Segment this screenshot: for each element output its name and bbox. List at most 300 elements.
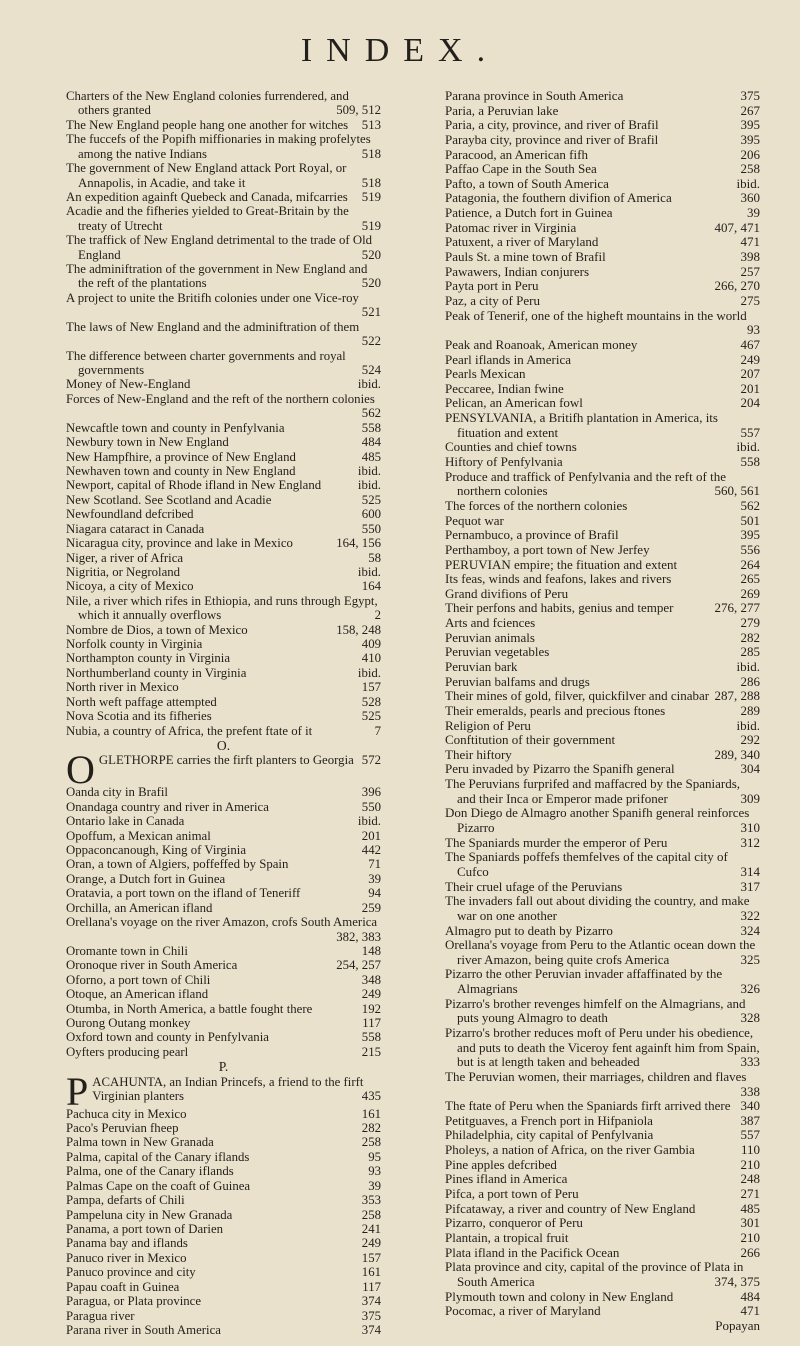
entry-text: Counties and chief towns bbox=[445, 439, 577, 455]
entry-page: 192 bbox=[361, 1001, 381, 1016]
index-entry bbox=[66, 1135, 381, 1149]
index-entry bbox=[66, 680, 381, 694]
entry-text: Palma, capital of the Canary iflands bbox=[66, 1149, 250, 1164]
entry-text: Plata province and city, capital of the province of Plata in South America bbox=[445, 1259, 744, 1289]
index-entry bbox=[66, 1222, 381, 1236]
index-entry bbox=[445, 1246, 760, 1261]
entry-text: Palma town in New Granada bbox=[66, 1135, 214, 1150]
entry-text: Paragua, or Plata province bbox=[66, 1294, 202, 1309]
entry-text: Pelican, an American fowl bbox=[445, 395, 583, 411]
index-entry bbox=[66, 233, 381, 262]
index-entry bbox=[66, 814, 381, 828]
index-entry bbox=[445, 455, 760, 470]
index-entry bbox=[66, 132, 381, 161]
entry-text: The forces of the northern colonies bbox=[445, 497, 628, 513]
entry-page: ibid. bbox=[357, 478, 381, 493]
entry-page: 340 bbox=[740, 1098, 760, 1114]
entry-page: 317 bbox=[740, 878, 760, 894]
left-entries-n bbox=[66, 89, 381, 738]
index-entry bbox=[445, 162, 760, 177]
entry-text: The fuccefs of the Popifh miffionaries in making profelytes among the native Indians bbox=[66, 132, 371, 161]
p-entries bbox=[66, 1107, 381, 1338]
entry-text: The Peruvians furprifed and maffacred by the Spaniards, and their Inca or Emperor made prifoner bbox=[445, 776, 741, 806]
entry-page: 282 bbox=[361, 1121, 381, 1136]
entry-text: Perthamboy, a port town of New Jerfey bbox=[445, 541, 650, 557]
entry-text: Paria, a city, province, and river of Brafil bbox=[445, 117, 659, 133]
entry-text: GLETHORPE carries the firft planters to Georgia bbox=[98, 753, 354, 768]
entry-page: 276, 277 bbox=[714, 600, 760, 616]
entry-text: Opoffum, a Mexican animal bbox=[66, 828, 211, 843]
index-entry bbox=[66, 857, 381, 871]
entry-text: Palma, one of the Canary iflands bbox=[66, 1164, 234, 1179]
entry-page: 264 bbox=[740, 556, 760, 572]
entry-text: Nicoya, a city of Mexico bbox=[66, 579, 194, 594]
index-entry bbox=[66, 1164, 381, 1178]
entry-text: Pachuca city in Mexico bbox=[66, 1106, 187, 1121]
index-entry bbox=[445, 177, 760, 192]
entry-text: An expedition againft Quebeck and Canada, mifcarries bbox=[66, 189, 348, 204]
entry-page: 395 bbox=[740, 131, 760, 147]
entry-text: Oran, a town of Algiers, poffeffed by Spain bbox=[66, 857, 289, 872]
entry-page: 210 bbox=[740, 1156, 760, 1172]
entry-text: The government of New England attack Port Royal, or Annapolis, in Acadie, and take it bbox=[66, 161, 347, 190]
entry-text: Panama bay and iflands bbox=[66, 1236, 188, 1251]
entry-page: 2 bbox=[374, 608, 381, 623]
index-entry bbox=[66, 118, 381, 132]
entry-page: 442 bbox=[361, 842, 381, 857]
entry-page: 558 bbox=[740, 454, 760, 470]
index-entry bbox=[66, 724, 381, 738]
entry-text: Newport, capital of Rhode ifland in New England bbox=[66, 478, 322, 493]
entry-text: Oronoque river in South America bbox=[66, 958, 238, 973]
entry-page: 117 bbox=[362, 1016, 381, 1031]
entry-page: ibid. bbox=[736, 439, 760, 455]
entry-text: Pifcataway, a river and country of New England bbox=[445, 1200, 696, 1216]
entry-page: ibid. bbox=[736, 658, 760, 674]
entry-text: Pines ifland in America bbox=[445, 1171, 568, 1187]
entry-text: Peruvian vegetables bbox=[445, 644, 550, 660]
entry-page: 258 bbox=[361, 1135, 381, 1150]
entry-page: 600 bbox=[361, 507, 381, 522]
entry-text: Paz, a city of Peru bbox=[445, 292, 540, 308]
entry-text: Norfolk county in Virginia bbox=[66, 637, 203, 652]
entry-page: 524 bbox=[361, 363, 381, 378]
entry-text: Produce and traffick of Penfylvania and the reft of the northern colonies bbox=[445, 468, 726, 499]
entry-page: ibid. bbox=[357, 377, 381, 392]
entry-page: 525 bbox=[361, 709, 381, 724]
entry-page: 95 bbox=[368, 1149, 381, 1164]
entry-text: Newhaven town and county in New England bbox=[66, 463, 296, 478]
entry-page: 348 bbox=[361, 972, 381, 987]
entry-page: 471 bbox=[740, 234, 760, 250]
entry-page: 314 bbox=[740, 863, 760, 879]
index-entry bbox=[445, 499, 760, 514]
index-entry bbox=[445, 235, 760, 250]
index-entry bbox=[445, 894, 760, 923]
entry-text: Pizarro's brother reduces moft of Peru under his obedience, and puts to death the Viceroy fent againft him from Spain, but is at length taken and beheaded bbox=[445, 1025, 760, 1070]
entry-page: 161 bbox=[361, 1265, 381, 1280]
index-entry bbox=[66, 478, 381, 492]
entry-text: Pequot war bbox=[445, 512, 504, 528]
entry-page: 201 bbox=[740, 380, 760, 396]
entry-page: 201 bbox=[361, 828, 381, 843]
index-entry bbox=[66, 695, 381, 709]
entry-text: Pearl iflands in America bbox=[445, 351, 571, 367]
entry-text: The difference between charter governments and royal governments bbox=[66, 348, 346, 378]
entry-text: Parana river in South America bbox=[66, 1322, 221, 1337]
entry-text: Paffao Cape in the South Sea bbox=[445, 161, 597, 177]
entry-text: ACAHUNTA, an Indian Princefs, a friend to the firft Virginian planters bbox=[92, 1074, 364, 1104]
index-entry bbox=[66, 1251, 381, 1265]
entry-text: Pearls Mexican bbox=[445, 366, 526, 382]
entry-page: 558 bbox=[361, 1030, 381, 1045]
entry-text: Peruvian bark bbox=[445, 658, 518, 674]
entry-text: Almagro put to death by Pizarro bbox=[445, 922, 613, 938]
entry-text: Niagara cataract in Canada bbox=[66, 521, 205, 536]
entry-page: 93 bbox=[368, 1164, 381, 1179]
entry-text: Nombre de Dios, a town of Mexico bbox=[66, 622, 248, 637]
entry-text: The ftate of Peru when the Spaniards firft arrived there bbox=[445, 1098, 731, 1114]
entry-text: Ontario lake in Canada bbox=[66, 814, 185, 829]
entry-text: Northumberland county in Virginia bbox=[66, 665, 247, 680]
index-entry bbox=[66, 1002, 381, 1016]
entry-page: 550 bbox=[361, 521, 381, 536]
entry-text: Paria, a Peruvian lake bbox=[445, 102, 559, 118]
index-entry bbox=[445, 938, 760, 967]
entry-text: Forces of New-England and the reft of the northern colonies bbox=[66, 391, 375, 406]
entry-page: 266 bbox=[740, 1244, 760, 1260]
index-entry bbox=[445, 89, 760, 104]
entry-page: 325 bbox=[740, 951, 760, 967]
entry-page: 267 bbox=[740, 102, 760, 118]
entry-text: Panuco province and city bbox=[66, 1265, 196, 1280]
entry-text: Orange, a Dutch fort in Guinea bbox=[66, 871, 226, 886]
entry-page: 292 bbox=[740, 732, 760, 748]
entry-page: 275 bbox=[740, 292, 760, 308]
entry-page: 382, 383 bbox=[336, 929, 381, 944]
entry-page: 279 bbox=[740, 615, 760, 631]
index-entry bbox=[445, 206, 760, 221]
index-entry bbox=[445, 1114, 760, 1129]
index-entry bbox=[66, 320, 381, 349]
index-entry bbox=[445, 104, 760, 119]
entry-text: Pampa, defarts of Chili bbox=[66, 1193, 185, 1208]
index-entry bbox=[445, 250, 760, 265]
entry-page: 39 bbox=[368, 1178, 381, 1193]
entry-page: 259 bbox=[361, 900, 381, 915]
drop-cap-o: O bbox=[66, 747, 95, 793]
entry-page: 254, 257 bbox=[336, 958, 381, 973]
index-entry bbox=[66, 1280, 381, 1294]
index-entry bbox=[445, 1231, 760, 1246]
entry-text: Niger, a river of Africa bbox=[66, 550, 184, 565]
entry-page: 249 bbox=[361, 987, 381, 1002]
entry-page: 485 bbox=[361, 449, 381, 464]
index-entry bbox=[66, 450, 381, 464]
index-entry bbox=[445, 440, 760, 455]
entry-page: 326 bbox=[740, 981, 760, 997]
index-entry bbox=[445, 1158, 760, 1173]
index-entry bbox=[445, 294, 760, 309]
index-entry bbox=[445, 514, 760, 529]
drop-cap-p: P bbox=[66, 1068, 89, 1114]
entry-text: Patience, a Dutch fort in Guinea bbox=[445, 205, 613, 221]
entry-page: ibid. bbox=[736, 175, 760, 191]
entry-text: Charters of the New England colonies furrendered, and others granted bbox=[66, 89, 349, 118]
index-entry bbox=[445, 645, 760, 660]
entry-page: 215 bbox=[361, 1044, 381, 1059]
index-entry bbox=[66, 522, 381, 536]
index-entry bbox=[445, 616, 760, 631]
index-entry bbox=[445, 587, 760, 602]
entry-page: 271 bbox=[740, 1186, 760, 1202]
index-entry bbox=[445, 558, 760, 573]
index-entry bbox=[66, 1265, 381, 1279]
entry-page: 207 bbox=[740, 366, 760, 382]
index-entry bbox=[445, 1304, 760, 1319]
index-entry bbox=[66, 493, 381, 507]
entry-page: 353 bbox=[361, 1193, 381, 1208]
entry-text: Their hiftory bbox=[445, 746, 512, 762]
index-entry bbox=[445, 265, 760, 280]
entry-text: The Spaniards poffefs themfelves of the capital city of Cufco bbox=[445, 849, 728, 879]
entry-text: Orellana's voyage on the river Amazon, crofs South America bbox=[66, 915, 378, 930]
entry-page: 258 bbox=[740, 161, 760, 177]
index-entry bbox=[445, 850, 760, 879]
entry-page: 557 bbox=[740, 424, 760, 440]
entry-text: PENSYLVANIA, a Britifh plantation in America, its fituation and extent bbox=[445, 410, 718, 440]
index-entry bbox=[66, 1030, 381, 1044]
index-entry bbox=[66, 421, 381, 435]
index-entry bbox=[445, 396, 760, 411]
index-entry bbox=[445, 806, 760, 835]
entry-text: Panuco river in Mexico bbox=[66, 1250, 187, 1265]
right-column bbox=[445, 89, 760, 1333]
entry-text: Otumba, in North America, a battle fought there bbox=[66, 1001, 313, 1016]
entry-text: Pauls St. a mine town of Brafil bbox=[445, 249, 606, 265]
entry-page: 435 bbox=[361, 1089, 381, 1104]
index-entry bbox=[66, 1294, 381, 1308]
entry-page: 374 bbox=[361, 1294, 381, 1309]
index-entry bbox=[66, 377, 381, 391]
entry-page: 289, 340 bbox=[714, 746, 760, 762]
entry-page: 266, 270 bbox=[714, 278, 760, 294]
entry-text: Petitguaves, a French port in Hifpaniola bbox=[445, 1112, 653, 1128]
index-entry bbox=[445, 1128, 760, 1143]
entry-text: Oforno, a port town of Chili bbox=[66, 972, 211, 987]
entry-text: Their emeralds, pearls and precious ftones bbox=[445, 702, 666, 718]
entry-text: Pizarro the other Peruvian invader affaffinated by the Almagrians bbox=[445, 966, 723, 997]
section-heading-p: P. bbox=[218, 1059, 229, 1075]
section-heading-o: O. bbox=[216, 737, 231, 753]
index-entry bbox=[445, 675, 760, 690]
entry-text: The Peruvian women, their marriages, children and flaves bbox=[445, 1068, 747, 1084]
index-entry bbox=[66, 1016, 381, 1030]
entry-page: 206 bbox=[740, 146, 760, 162]
index-entry bbox=[66, 829, 381, 843]
index-entry bbox=[66, 89, 381, 118]
entry-page: 269 bbox=[740, 585, 760, 601]
entry-page: 360 bbox=[740, 190, 760, 206]
index-entry bbox=[66, 987, 381, 1001]
entry-page: 375 bbox=[361, 1308, 381, 1323]
entry-text: Otoque, an American ifland bbox=[66, 987, 209, 1002]
index-entry bbox=[66, 1121, 381, 1135]
entry-text: Pampeluna city in New Granada bbox=[66, 1207, 233, 1222]
entry-page: 520 bbox=[361, 276, 381, 291]
index-entry bbox=[445, 836, 760, 851]
index-entry bbox=[66, 973, 381, 987]
index-entry bbox=[445, 777, 760, 806]
entry-page: 519 bbox=[361, 189, 381, 204]
entry-page: 158, 248 bbox=[336, 622, 381, 637]
entry-page: 286 bbox=[740, 673, 760, 689]
index-entry bbox=[66, 1193, 381, 1207]
entry-text: Grand divifions of Peru bbox=[445, 585, 569, 601]
right-entries bbox=[445, 89, 760, 1319]
index-entry bbox=[445, 719, 760, 734]
entry-text: Newfoundland defcribed bbox=[66, 507, 194, 522]
index-entry bbox=[66, 579, 381, 593]
entry-page: ibid. bbox=[357, 665, 381, 680]
entry-page: 289 bbox=[740, 702, 760, 718]
entry-page: 258 bbox=[361, 1207, 381, 1222]
index-entry bbox=[66, 1323, 381, 1337]
index-entry bbox=[66, 1179, 381, 1193]
index-entry bbox=[66, 651, 381, 665]
entry-text: Philadelphia, city capital of Penfylvania bbox=[445, 1127, 654, 1143]
entry-page: 249 bbox=[361, 1236, 381, 1251]
entry-page: 71 bbox=[368, 857, 381, 872]
entry-text: Paco's Peruvian fheep bbox=[66, 1121, 179, 1136]
entry-text: Peak of Tenerif, one of the higheft mountains in the world bbox=[445, 307, 747, 323]
entry-page: 93 bbox=[747, 322, 760, 338]
entry-page: 375 bbox=[740, 88, 760, 103]
entry-text: Oratavia, a port town on the ifland of Teneriff bbox=[66, 886, 301, 901]
index-entry bbox=[66, 709, 381, 723]
index-entry bbox=[66, 1107, 381, 1121]
entry-text: Patuxent, a river of Maryland bbox=[445, 234, 599, 250]
index-entry bbox=[445, 689, 760, 704]
entry-text: Its feas, winds and feafons, lakes and rivers bbox=[445, 571, 672, 587]
index-entry bbox=[66, 161, 381, 190]
entry-text: Pafto, a town of South America bbox=[445, 175, 609, 191]
entry-text: Pocomac, a river of Maryland bbox=[445, 1303, 601, 1319]
entry-page: 562 bbox=[740, 497, 760, 513]
index-entry bbox=[445, 1187, 760, 1202]
entry-page: ibid. bbox=[357, 564, 381, 579]
entry-text: Paragua river bbox=[66, 1308, 135, 1323]
entry-page: 248 bbox=[740, 1171, 760, 1187]
entry-text: Pizarro's brother revenges himfelf on the Almagrians, and puts young Almagro to death bbox=[445, 995, 746, 1026]
entry-page: 518 bbox=[361, 146, 381, 161]
entry-page: 410 bbox=[361, 651, 381, 666]
entry-text: Their mines of gold, filver, quickfilver and cinabar bbox=[445, 688, 710, 704]
entry-text: The laws of New England and the adminiftration of them bbox=[66, 319, 360, 334]
entry-text: Pernambuco, a province of Brafil bbox=[445, 527, 619, 543]
index-entry bbox=[445, 279, 760, 294]
entry-page: 572 bbox=[361, 753, 381, 768]
entry-text: Nile, a river which rifes in Ethiopia, and runs through Egypt, which it annually overflows bbox=[66, 593, 378, 623]
entry-page: 148 bbox=[361, 943, 381, 958]
page-title: INDEX. bbox=[300, 32, 500, 69]
index-entry bbox=[66, 435, 381, 449]
entry-text: Arts and fciences bbox=[445, 615, 536, 631]
index-entry bbox=[445, 1026, 760, 1070]
entry-text: Money of New-England bbox=[66, 377, 191, 392]
entry-text: Plata ifland in the Pacifick Ocean bbox=[445, 1244, 620, 1260]
entry-page: 157 bbox=[361, 680, 381, 695]
index-entry bbox=[445, 704, 760, 719]
index-entry bbox=[445, 880, 760, 895]
entry-page: 304 bbox=[740, 761, 760, 777]
entry-text: Their perfons and habits, genius and temper bbox=[445, 600, 674, 616]
entry-page: 287, 288 bbox=[714, 688, 760, 704]
entry-page: 471 bbox=[740, 1303, 760, 1319]
entry-page: 387 bbox=[740, 1112, 760, 1128]
entry-page: 518 bbox=[361, 175, 381, 190]
entry-page: 395 bbox=[740, 117, 760, 133]
index-entry bbox=[66, 666, 381, 680]
entry-text: The invaders fall out about dividing the country, and make war on one another bbox=[445, 893, 750, 923]
index-entry bbox=[66, 1150, 381, 1164]
entry-page: 309 bbox=[740, 790, 760, 806]
index-entry bbox=[445, 221, 760, 236]
index-entry bbox=[66, 944, 381, 958]
index-entry bbox=[66, 204, 381, 233]
entry-page: 265 bbox=[740, 571, 760, 587]
entry-page: 282 bbox=[740, 629, 760, 645]
entry-page: 501 bbox=[740, 512, 760, 528]
index-entry bbox=[445, 353, 760, 368]
entry-text: Newcaftle town and county in Penfylvania bbox=[66, 420, 285, 435]
entry-text: Peak and Roanoak, American money bbox=[445, 336, 638, 352]
entry-text: Panama, a port town of Darien bbox=[66, 1221, 224, 1236]
index-entry bbox=[66, 958, 381, 972]
entry-text: Nova Scotia and its fifheries bbox=[66, 709, 212, 724]
index-entry bbox=[445, 733, 760, 748]
index-entry bbox=[445, 118, 760, 133]
entry-page: 525 bbox=[361, 492, 381, 507]
entry-text: Peru invaded by Pizarro the Spanifh general bbox=[445, 761, 675, 777]
entry-page: 522 bbox=[361, 334, 381, 349]
entry-text: Oromante town in Chili bbox=[66, 943, 188, 958]
entry-page: 157 bbox=[361, 1250, 381, 1265]
entry-text: Peccaree, Indian fwine bbox=[445, 380, 564, 396]
entry-text: Oxford town and county in Penfylvania bbox=[66, 1030, 269, 1045]
index-entry bbox=[66, 886, 381, 900]
entry-page: 58 bbox=[368, 550, 381, 565]
entry-page: 164, 156 bbox=[336, 536, 381, 551]
entry-page: 484 bbox=[361, 435, 381, 450]
index-entry bbox=[445, 338, 760, 353]
entry-page: 39 bbox=[747, 205, 760, 221]
index-entry bbox=[66, 190, 381, 204]
entry-page: ibid. bbox=[357, 814, 381, 829]
entry-text: Papau coaft in Guinea bbox=[66, 1279, 180, 1294]
index-entry bbox=[445, 382, 760, 397]
entry-text: Acadie and the fifheries yielded to Great-Britain by the treaty of Utrecht bbox=[66, 204, 349, 233]
entry-text: New Hampfhire, a province of New England bbox=[66, 449, 296, 464]
entry-text: Pawawers, Indian conjurers bbox=[445, 263, 590, 279]
entry-text: Payta port in Peru bbox=[445, 278, 539, 294]
entry-text: North river in Mexico bbox=[66, 680, 179, 695]
index-entry bbox=[445, 1099, 760, 1114]
entry-page: 519 bbox=[361, 218, 381, 233]
entry-text: Paracood, an American fifh bbox=[445, 146, 588, 162]
entry-text: Pizarro, conqueror of Peru bbox=[445, 1215, 583, 1231]
index-entry bbox=[445, 470, 760, 499]
